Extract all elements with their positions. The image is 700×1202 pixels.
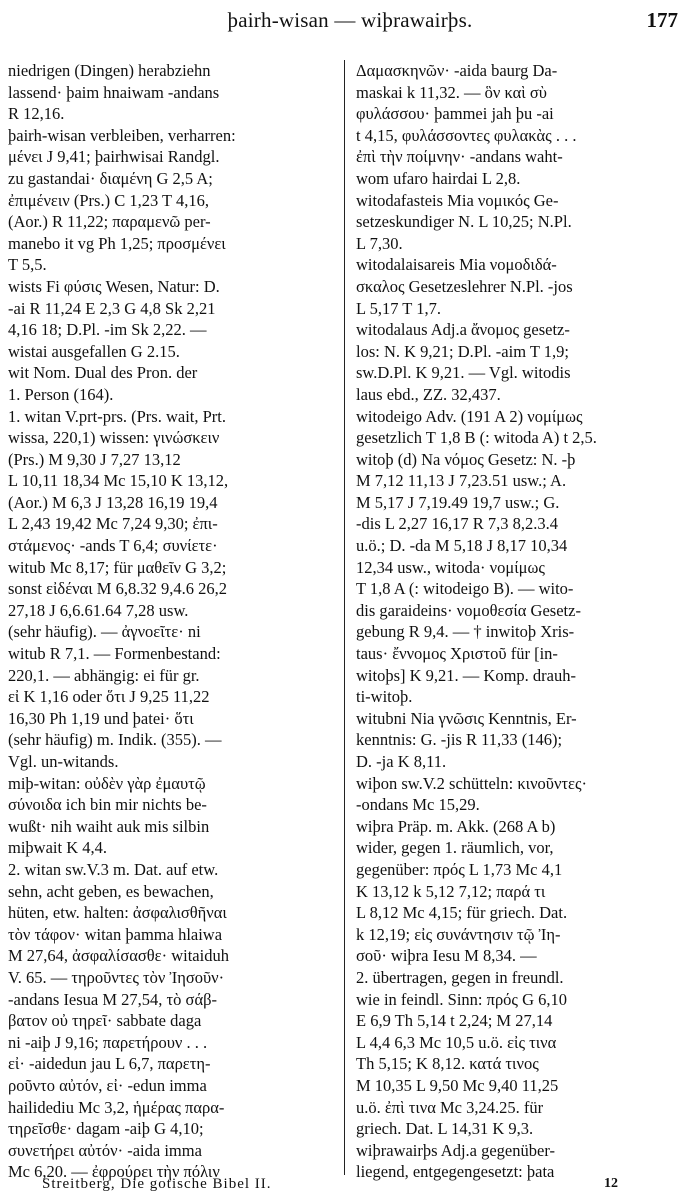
text-line: R 12,16. [8,104,65,124]
text-line: 4,16 18; D.Pl. -im Sk 2,22. — [8,320,207,340]
text-line: 1. witan V.prt-prs. (Prs. wait, Prt. [8,406,227,426]
text-line: L 10,11 18,34 Mc 15,10 K 13,12, [8,471,229,491]
text-line: sehn, acht geben, es bewachen, [8,881,214,901]
text-line: dis garaideins· νομοθεσία Gesetz- [356,600,581,620]
text-line: wußt· nih waiht auk mis silbin [8,816,210,836]
text-line: σκαλος Gesetzeslehrer N.Pl. -jos [356,276,573,296]
text-line: Mc 6,20. — ἐφρούρει τὴν πόλιν [8,1162,220,1182]
text-line: 16,30 Ph 1,19 und þatei· ὅτι [8,708,194,728]
text-line: L 5,17 T 1,7. [356,298,441,318]
text-line: lassend· þaim hnaiwam -andans [8,82,220,102]
text-line: maskai k 11,32. — ὃν καὶ σὺ [356,82,547,102]
text-line: T 5,5. [8,255,47,275]
text-line: M 10,35 L 9,50 Mc 9,40 11,25 [356,1075,559,1095]
text-line: wiþon sw.V.2 schütteln: κινοῦντες· [356,773,588,793]
text-line: witodalaisareis Mia νομοδιδά- [356,255,557,275]
text-line: gegenüber: πρός L 1,73 Mc 4,1 [356,859,563,879]
text-line: (Aor.) R 11,22; παραμενῶ per- [8,212,211,232]
text-line: wistai ausgefallen G 2.15. [8,341,180,361]
text-line: witoþs] K 9,21. — Komp. drauh- [356,665,576,685]
text-line: k 12,19; εἰς συνάντησιν τῷ Ἰη- [356,924,561,944]
text-line: (sehr häufig). — ἀγνοεῖτε· ni [8,622,201,642]
text-line: wiþrawairþs Adj.a gegenüber- [356,1140,555,1160]
text-line: L 2,43 19,42 Mc 7,24 9,30; ἐπι- [8,514,218,534]
text-line: hüten, etw. halten: ἀσφαλισθῆναι [8,903,227,923]
text-line: τηρεῖσθε· dagam -aiþ G 4,10; [8,1119,204,1139]
footer-signature: Streitberg, Die gotische Bibel II. [42,1176,272,1192]
text-line: -andans Iesua M 27,54, τὸ σάβ- [8,989,217,1009]
text-line: miþwait K 4,4. [8,838,107,858]
footer-sheet-number: 12 [604,1176,618,1191]
text-line: witub Mc 8,17; für μαθεῖν G 3,2; [8,557,227,577]
running-header [0,8,700,36]
text-line: þairh-wisan verbleiben, verharren: [8,125,236,145]
text-line: εἰ· -aidedun jau L 6,7, παρετη- [8,1054,211,1074]
text-line: gebung R 9,4. — † inwitoþ Xris- [356,622,575,642]
text-line: hailidediu Mc 3,2, ἡμέρας παρα- [8,1097,225,1117]
text-line: wit Nom. Dual des Pron. der [8,363,198,383]
text-line: wie in feindl. Sinn: πρός G 6,10 [356,989,568,1009]
text-line: miþ-witan: οὐδὲν γὰρ ἐμαυτῷ [8,773,206,793]
text-line: taus· ἔννομος Χριστοῦ für [in- [356,644,558,664]
text-line: -ai R 11,24 E 2,3 G 4,8 Sk 2,21 [8,298,216,318]
text-line: wiþra Präp. m. Akk. (268 A b) [356,816,556,836]
text-line: βατον οὐ τηρεῖ· sabbate daga [8,1011,202,1031]
text-line: (Aor.) M 6,3 J 13,28 16,19 19,4 [8,492,218,512]
text-line: gesetzlich T 1,8 B (: witoda A) t 2,5. [356,428,597,448]
text-line: στάμενος· -ands T 6,4; συνίετε· [8,536,218,556]
header-title: þairh-wisan — wiþrawairþs. [227,8,473,32]
text-line: εἰ K 1,16 oder ὅτι J 9,25 11,22 [8,687,210,707]
text-line: t 4,15, φυλάσσοντες φυλακὰς . . . [356,125,577,145]
text-line: sonst εἰδέναι M 6,8.32 9,4.6 26,2 [8,579,227,599]
text-line: 27,18 J 6,6.61.64 7,28 usw. [8,600,189,620]
text-line: (Prs.) M 9,30 J 7,27 13,12 [8,449,181,469]
text-line: ἐπὶ τὴν ποίμνην· -andans waht- [356,147,563,167]
text-line: σοῦ· wiþra Iesu M 8,34. — [356,946,537,966]
text-line: σύνοιδα ich bin mir nichts be- [8,795,207,815]
text-line: Th 5,15; K 8,12. κατά τινος [356,1054,539,1074]
text-line: 1. Person (164). [8,384,114,404]
text-line: wissa, 220,1) wissen: γινώσκειν [8,428,220,448]
text-line: V. 65. — τηροῦντες τὸν Ἰησοῦν· [8,967,225,987]
text-line: φυλάσσου· þammei jah þu -ai [356,104,554,124]
text-line: manebo it vg Ph 1,25; προσμένει [8,233,226,253]
text-line: wists Fi φύσις Wesen, Natur: D. [8,276,220,296]
text-line: L 8,12 Mc 4,15; für griech. Dat. [356,903,568,923]
text-line: L 7,30. [356,233,403,253]
text-line: witubni Nia γνῶσις Kenntnis, Er- [356,708,577,728]
text-line: M 5,17 J 7,19.49 19,7 usw.; G. [356,492,560,512]
text-line: zu gastandai· διαμένη G 2,5 A; [8,168,213,188]
text-line: συνετήρει αὐτόν· -aida imma [8,1140,202,1160]
column-divider [344,60,345,1175]
text-line: ἐπιμένειν (Prs.) C 1,23 T 4,16, [8,190,209,210]
text-line: 2. übertragen, gegen in freundl. [356,967,564,987]
text-line: witub R 7,1. — Formenbestand: [8,644,221,664]
text-line: L 4,4 6,3 Mc 10,5 u.ö. εἰς τινα [356,1032,557,1052]
text-line: ροῦντο αὐτόν, εἰ· -edun imma [8,1075,207,1095]
text-line: 220,1. — abhängig: ei für gr. [8,665,200,685]
text-line: T 1,8 A (: witodeigo B). — wito- [356,579,574,599]
text-line: Vgl. un-witands. [8,752,119,771]
text-line: μένει J 9,41; þairhwisai Randgl. [8,147,220,167]
text-line: M 7,12 11,13 J 7,23.51 usw.; A. [356,471,567,491]
text-line: 12,34 usw., witoda· νομίμως [356,557,545,577]
page-number: 177 [646,8,678,32]
text-line: -dis L 2,27 16,17 R 7,3 8,2.3.4 [356,514,558,534]
text-line: 2. witan sw.V.3 m. Dat. auf etw. [8,859,219,879]
text-line: ni -aiþ J 9,16; παρετήρουν . . . [8,1032,208,1052]
text-line: witoþ (d) Na νόμος Gesetz: N. -þ [356,449,576,469]
text-line: sw.D.Pl. K 9,21. — Vgl. witodis [356,363,571,383]
text-line: griech. Dat. L 14,31 K 9,3. [356,1119,534,1139]
text-line: D. -ja K 8,11. [356,752,447,771]
text-line: ti-witoþ. [356,687,413,707]
text-line: wider, gegen 1. räumlich, vor, [356,838,554,858]
text-line: -ondans Mc 15,29. [356,795,480,815]
text-line: Δαμασκηνῶν· -aida baurg Da- [356,61,558,80]
text-line: setzeskundiger N. L 10,25; N.Pl. [356,212,572,232]
text-line: niedrigen (Dingen) herabziehn [8,61,211,80]
text-line: laus ebd., ZZ. 32,437. [356,384,501,404]
text-line: liegend, entgegengesetzt: þata [356,1162,555,1182]
text-line: u.ö. ἐπὶ τινα Mc 3,24.25. für [356,1097,544,1117]
text-line: witodafasteis Mia νομικός Ge- [356,190,559,210]
text-line: witodalaus Adj.a ἄνομος gesetz- [356,320,570,340]
left-column [8,60,332,1183]
text-line: (sehr häufig) m. Indik. (355). — [8,730,222,750]
text-line: M 27,64, ἀσφαλίσασθε· witaiduh [8,946,229,966]
text-line: u.ö.; D. -da M 5,18 J 8,17 10,34 [356,536,568,556]
text-line: τὸν τάφον· witan þamma hlaiwa [8,924,223,944]
text-line: K 13,12 k 5,12 7,12; παρά τι [356,881,546,901]
text-line: kenntnis: G. -jis R 11,33 (146); [356,730,563,750]
text-line: E 6,9 Th 5,14 t 2,24; M 27,14 [356,1011,553,1031]
text-line: wom ufaro hairdai L 2,8. [356,168,521,188]
right-column [356,60,692,1183]
text-line: los: N. K 9,21; D.Pl. -aim T 1,9; [356,341,569,361]
text-line: witodeigo Adv. (191 A 2) νομίμως [356,406,583,426]
